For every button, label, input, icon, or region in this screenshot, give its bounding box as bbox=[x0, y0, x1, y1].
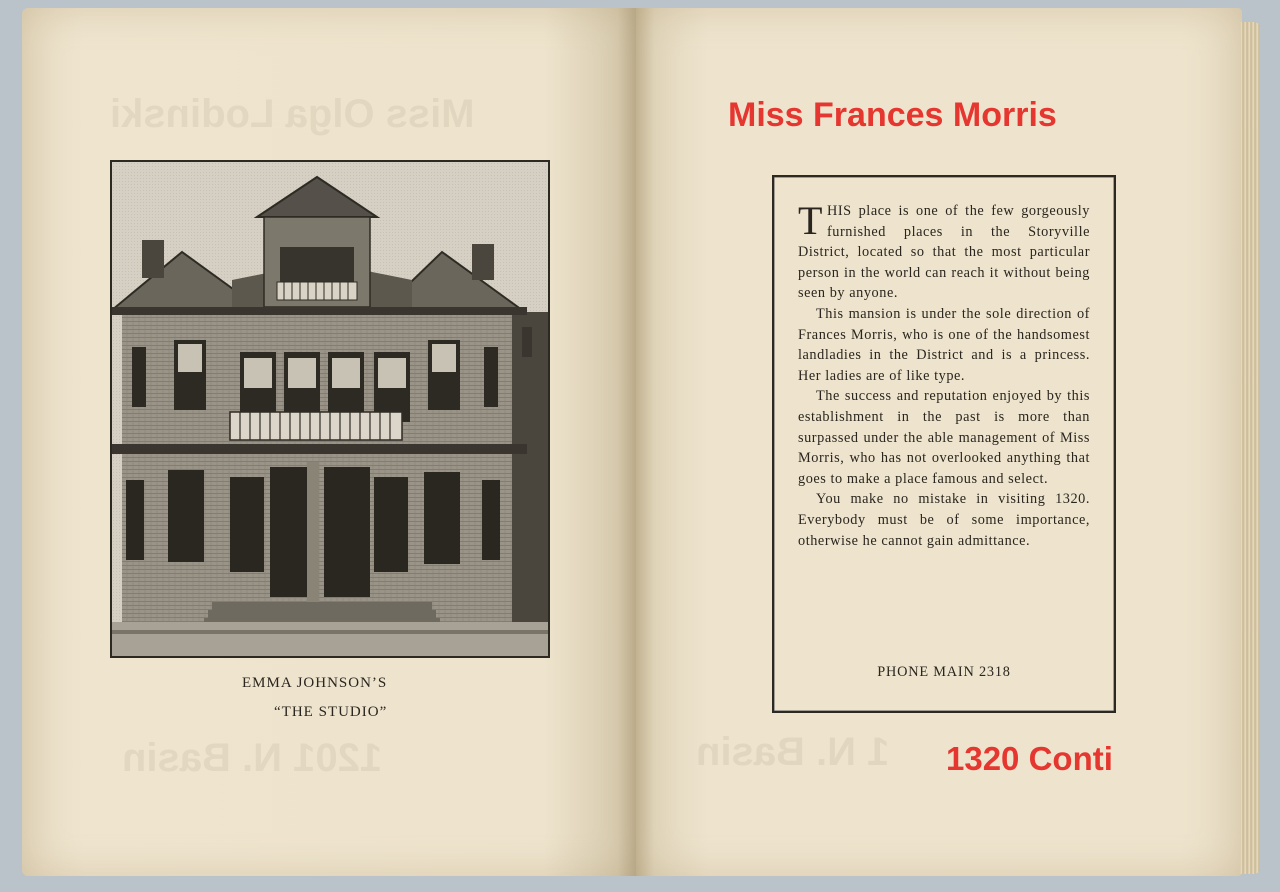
photo-caption-title: “THE STUDIO” bbox=[274, 704, 388, 720]
paragraph-1 bbox=[798, 198, 1090, 304]
paragraph-1-text: HIS place is one of the few gorgeously furnished places in the Storyville District, located so that the most particular person in the world can reach it without being seen by anyone. bbox=[798, 203, 1090, 302]
bleed-through-address: 1201 N. Basin bbox=[122, 736, 383, 780]
phone-number: PHONE MAIN 2318 bbox=[877, 664, 1011, 680]
street-address: 1320 Conti bbox=[946, 740, 1113, 777]
drop-cap: T bbox=[798, 198, 823, 243]
mansion-illustration bbox=[112, 162, 548, 656]
page-edges bbox=[1240, 22, 1260, 874]
photo-caption-name: EMMA JOHNSON’S bbox=[242, 675, 388, 691]
establishment-title: Miss Frances Morris bbox=[728, 96, 1057, 134]
advertisement-text-box bbox=[772, 175, 1116, 713]
paragraph-3: The success and reputation enjoyed by this establishment in the past is more than surpassed under the able management of Miss Morris, who has not overlooked anything that goes to make a place famous and select. bbox=[798, 388, 1090, 487]
bleed-through-heading: Miss Olga Lodinski bbox=[110, 92, 475, 136]
open-booklet bbox=[22, 8, 1264, 884]
paragraph-2: This mansion is under the sole direction of Frances Morris, who is one of the handsomest landladies in the District and is a princess. Her ladies are of like type. bbox=[798, 305, 1090, 384]
paragraph-4: You make no mistake in visiting 1320. Everybody must be of some importance, otherwise he cannot gain admittance. bbox=[798, 491, 1090, 549]
house-photograph bbox=[110, 160, 550, 658]
advertisement-body bbox=[798, 198, 1090, 551]
left-page bbox=[22, 8, 636, 876]
bleed-through-address-right: 1 N. Basin bbox=[696, 730, 890, 774]
